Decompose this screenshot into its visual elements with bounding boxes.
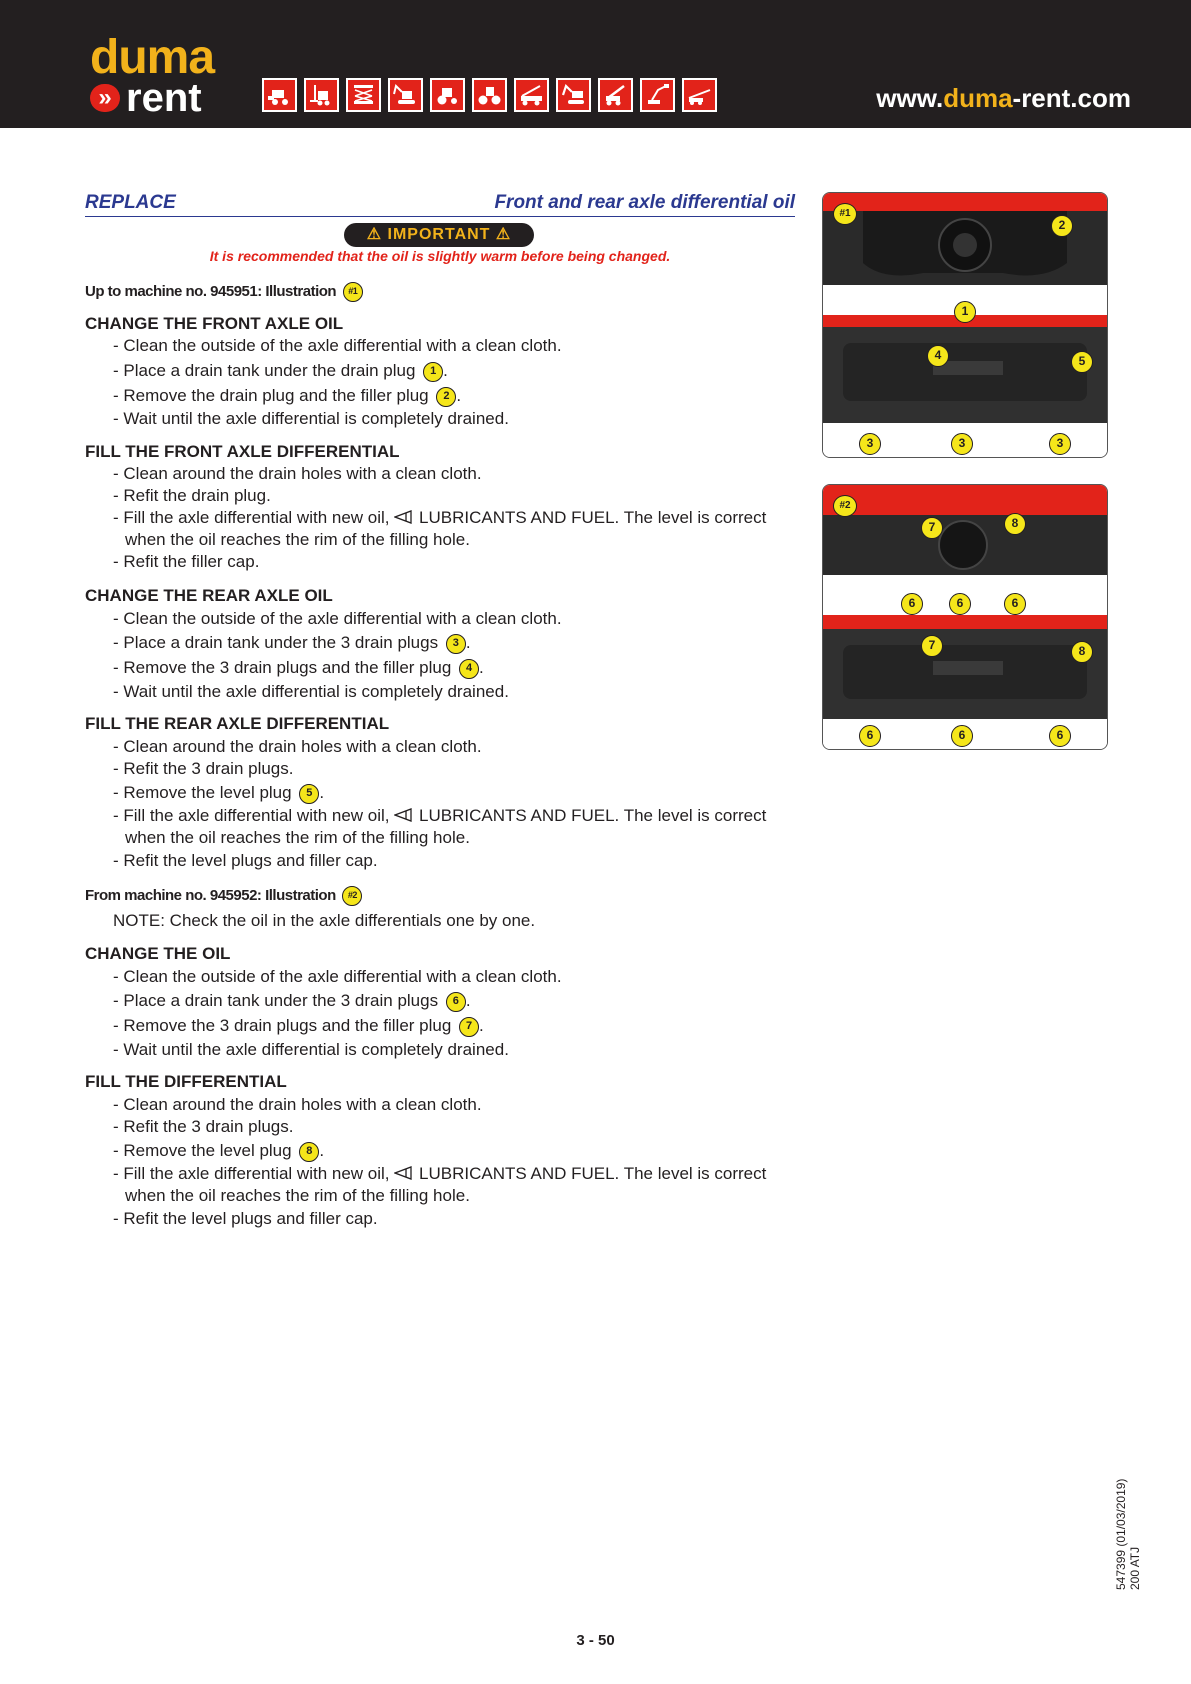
step-text-part: - Place a drain tank under the 3 drain plugs — [113, 633, 439, 652]
from-machine-text: From machine no. 945952: Illustration — [85, 887, 336, 904]
step-text — [113, 1016, 484, 1037]
aerial-platform-icon — [682, 78, 717, 112]
step-text: - Clean around the drain holes with a clean cloth. — [113, 737, 482, 756]
logo-text-duma: duma — [90, 31, 215, 84]
step-text: - Refit the 3 drain plugs. — [113, 1117, 294, 1136]
marker-3: 3 — [951, 433, 973, 455]
period: . — [465, 991, 471, 1010]
important-badge — [344, 223, 534, 247]
step-text: - Clean around the drain holes with a clean cloth. — [113, 464, 482, 483]
step-text-part: LUBRICANTS AND FUEL. The level is correct — [419, 1164, 767, 1183]
illustration-2-photo — [822, 484, 1108, 750]
marker-8: 8 — [1004, 513, 1026, 535]
period: . — [465, 633, 471, 652]
page-number: 3 - 50 — [576, 1632, 615, 1649]
roller-icon — [472, 78, 507, 112]
note-text: NOTE: Check the oil in the axle differentials one by one. — [113, 911, 536, 930]
marker-6: 6 — [901, 593, 923, 615]
tractor-icon — [430, 78, 465, 112]
axle-photo-2 — [823, 485, 1107, 749]
callout-1-badge: 1 — [423, 362, 443, 382]
section-subject: Front and rear axle differential oil — [494, 192, 795, 213]
step-text-continued: when the oil reaches the rim of the filling hole. — [125, 530, 470, 549]
period: . — [443, 361, 448, 380]
step-text — [113, 1141, 324, 1162]
loader-icon — [262, 78, 297, 112]
step-text — [113, 658, 484, 679]
marker-7: 7 — [921, 517, 943, 539]
machine-icon-strip — [262, 78, 717, 112]
marker-3: 3 — [1049, 433, 1071, 455]
marker-6: 6 — [859, 725, 881, 747]
important-label: IMPORTANT — [387, 226, 491, 243]
marker-6: 6 — [951, 725, 973, 747]
step-text-part: - Remove the level plug — [113, 783, 292, 802]
warning-icon: ⚠ — [366, 226, 383, 243]
marker-1: 1 — [954, 301, 976, 323]
step-text — [113, 991, 471, 1012]
step-text: - Wait until the axle differential is completely drained. — [113, 1040, 509, 1059]
compact-excavator-icon — [388, 78, 423, 112]
heading-change-oil: CHANGE THE OIL — [85, 944, 231, 963]
callout-3-badge: 3 — [446, 634, 466, 654]
callout-5-badge: 5 — [299, 784, 319, 804]
step-text-continued: when the oil reaches the rim of the filling hole. — [125, 828, 470, 847]
reference-pointer-icon — [394, 808, 414, 822]
step-text-part: LUBRICANTS AND FUEL. The level is correct — [419, 806, 767, 825]
url-accent: duma — [943, 83, 1013, 113]
document-reference — [1114, 1479, 1142, 1590]
up-to-machine-label — [85, 282, 363, 302]
callout-2-badge: 2 — [436, 387, 456, 407]
step-text-continued: when the oil reaches the rim of the filling hole. — [125, 1186, 470, 1205]
illustration-2-badge: #2 — [342, 886, 362, 906]
step-text: - Wait until the axle differential is completely drained. — [113, 682, 509, 701]
callout-6-badge: 6 — [446, 992, 466, 1012]
step-text: - Clean the outside of the axle differential with a clean cloth. — [113, 609, 562, 628]
step-text-part: - Place a drain tank under the drain plug — [113, 361, 416, 380]
up-to-machine-text: Up to machine no. 945951: Illustration — [85, 283, 337, 300]
step-text-part: - Fill the axle differential with new oil, — [113, 508, 390, 527]
reference-pointer-icon — [394, 1166, 414, 1180]
warning-icon: ⚠ — [495, 226, 512, 243]
heading-fill-differential: FILL THE DIFFERENTIAL — [85, 1072, 287, 1091]
step-text: - Clean around the drain holes with a clean cloth. — [113, 1095, 482, 1114]
period: . — [456, 386, 462, 405]
marker-5: 5 — [1071, 351, 1093, 373]
important-note: It is recommended that the oil is slightly warm before being changed. — [209, 248, 671, 264]
heading-change-rear-axle-oil: CHANGE THE REAR AXLE OIL — [85, 586, 333, 605]
callout-7-badge: 7 — [459, 1017, 479, 1037]
step-text: - Clean the outside of the axle differential with a clean cloth. — [113, 336, 562, 355]
logo-text-rent: rent — [126, 76, 202, 120]
step-text — [113, 361, 448, 382]
photo-label-1: #1 — [833, 203, 857, 225]
period: . — [479, 658, 484, 677]
period: . — [319, 783, 325, 802]
illustration-1-badge: #1 — [343, 282, 363, 302]
marker-4: 4 — [927, 345, 949, 367]
step-text-part: - Place a drain tank under the 3 drain plugs — [113, 991, 439, 1010]
marker-6: 6 — [1004, 593, 1026, 615]
url-suffix: -rent.com — [1012, 83, 1131, 113]
photo-label-2: #2 — [833, 495, 857, 517]
marker-3: 3 — [859, 433, 881, 455]
callout-4-badge: 4 — [459, 659, 479, 679]
step-text: - Refit the drain plug. — [113, 486, 271, 505]
step-text-part: - Fill the axle differential with new oil, — [113, 1164, 390, 1183]
from-machine-label — [85, 886, 362, 906]
logo-arrow-icon: » — [90, 84, 120, 112]
step-text: - Refit the filler cap. — [113, 552, 260, 571]
illustration-1-photo — [822, 192, 1108, 458]
period: . — [479, 1016, 484, 1035]
forklift-icon — [304, 78, 339, 112]
heading-fill-front-axle: FILL THE FRONT AXLE DIFFERENTIAL — [85, 442, 400, 461]
boom-lift-icon — [640, 78, 675, 112]
marker-7: 7 — [921, 635, 943, 657]
website-link[interactable] — [876, 83, 1131, 114]
telehandler-icon — [598, 78, 633, 112]
step-text-part: LUBRICANTS AND FUEL. The level is correct — [419, 508, 767, 527]
step-text: - Refit the 3 drain plugs. — [113, 759, 294, 778]
document-reference-line-2: 200 ATJ — [1128, 1546, 1142, 1590]
scissor-lift-icon — [346, 78, 381, 112]
section-action: REPLACE — [85, 192, 176, 213]
step-text — [113, 783, 324, 804]
marker-8: 8 — [1071, 641, 1093, 663]
step-text — [113, 386, 461, 407]
step-text — [113, 508, 766, 528]
heading-fill-rear-axle: FILL THE REAR AXLE DIFFERENTIAL — [85, 714, 390, 733]
period: . — [319, 1141, 325, 1160]
step-text: - Clean the outside of the axle differential with a clean cloth. — [113, 967, 562, 986]
document-reference-line-1: 547399 (01/03/2019) — [1114, 1478, 1128, 1590]
step-text-part: - Remove the level plug — [113, 1141, 292, 1160]
step-text — [113, 806, 766, 826]
step-text — [113, 1164, 766, 1184]
step-text-part: - Remove the 3 drain plugs and the filler plug — [113, 1016, 452, 1035]
step-text: - Refit the level plugs and filler cap. — [113, 851, 378, 870]
reference-pointer-icon — [394, 510, 414, 524]
marker-2: 2 — [1051, 215, 1073, 237]
duma-rent-logo[interactable] — [90, 31, 240, 120]
marker-6: 6 — [1049, 725, 1071, 747]
excavator-icon — [556, 78, 591, 112]
callout-8-badge: 8 — [299, 1142, 319, 1162]
step-text-part: - Remove the 3 drain plugs and the filler plug — [113, 658, 452, 677]
page-header — [0, 0, 1191, 128]
step-text: - Refit the level plugs and filler cap. — [113, 1209, 378, 1228]
truck-crane-icon — [514, 78, 549, 112]
step-text: - Wait until the axle differential is completely drained. — [113, 409, 509, 428]
section-title-bar — [85, 188, 795, 217]
heading-change-front-axle-oil: CHANGE THE FRONT AXLE OIL — [85, 314, 344, 333]
step-text — [113, 633, 471, 654]
step-text-part: - Remove the drain plug and the filler plug — [113, 386, 429, 405]
marker-6: 6 — [949, 593, 971, 615]
step-text-part: - Fill the axle differential with new oil, — [113, 806, 390, 825]
url-prefix: www. — [876, 83, 944, 113]
